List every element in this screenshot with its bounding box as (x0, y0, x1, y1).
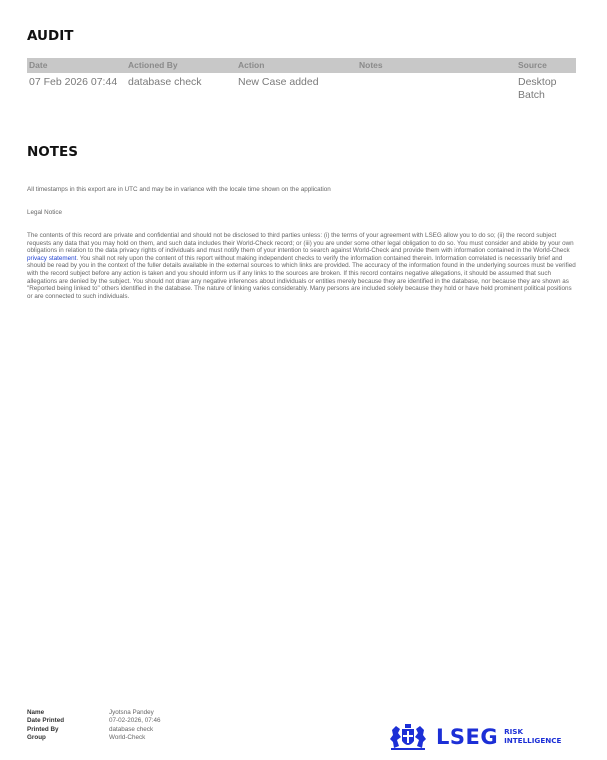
column-header-action: Action (238, 60, 265, 70)
column-header-notes: Notes (359, 60, 383, 70)
print-info-value: Jyotsna Pandey (109, 709, 154, 716)
audit-section-title: AUDIT (27, 28, 74, 44)
lseg-crest-icon (388, 724, 428, 750)
print-info-value: 07-02-2026, 07:46 (109, 717, 161, 725)
cell-action: New Case added (238, 76, 319, 88)
legal-text-part-1: The contents of this record are private and confidential and should not be disclosed to third parties unless: (i) the terms of your agreement with LSEG allow you to do so; (ii) the record subject requests any data that you may hold on them, and such data includes their World-Check record; or (iii) you are under some other legal obligation to do so. You must consider and abide by your own obligations in relation to the data privacy rights of individuals and must notify them of your intention to search against World-Check and provide them with information contained in the World-Check (27, 232, 574, 255)
logo-subline-intelligence: INTELLIGENCE (504, 736, 562, 745)
print-info-row (27, 717, 160, 725)
column-header-source: Source (518, 60, 547, 70)
cell-actioned-by: database check (128, 76, 202, 88)
audit-table-header (27, 58, 576, 73)
legal-text-part-2: . You shall not rely upon the content of this report without making independent checks to verify the information contained therein. Information correlated is necessarily brief and should be read by you in the context of the fuller details available in the external sources to which links are provided. The accuracy of the information found in the underlying sources must be verified with the record subject before any action is taken and you should inform us if any links to the sources are broken. If this record contains negative allegations, it should be assumed that such allegations are denied by the subject. You should not draw any negative inferences about individuals or entities merely because they are identified in the database, nor because they are shown as "Reported being linked to" others identified in the database. The nature of linking varies considerably. Many persons are included solely because they hold or have held prominent political positions or are connected to such individuals. (27, 254, 576, 300)
legal-notice-text (27, 232, 579, 300)
print-info-label: Date Printed (27, 717, 65, 725)
print-info-row (27, 709, 160, 717)
print-info (27, 709, 160, 742)
risk-intelligence-text (504, 728, 561, 745)
timestamp-note: All timestamps in this export are in UTC and may be in variance with the locale time shown on the application (27, 186, 331, 193)
privacy-statement-link[interactable]: privacy statement (27, 254, 77, 262)
legal-notice-heading: Legal Notice (27, 209, 63, 216)
table-row (27, 73, 576, 102)
cell-notes (357, 73, 516, 102)
print-info-value: World-Check (109, 733, 146, 741)
print-info-value: database check (109, 725, 154, 733)
print-info-label: Name (27, 709, 45, 716)
lseg-brand-text: LSEG (436, 725, 499, 749)
column-header-actioned-by: Actioned By (128, 60, 178, 70)
print-info-row (27, 726, 160, 734)
notes-section-title: NOTES (27, 144, 78, 160)
column-header-date: Date (29, 60, 48, 70)
cell-source: Desktop Batch (518, 76, 557, 101)
logo-subline-risk: RISK (504, 727, 524, 737)
audit-table (27, 58, 576, 102)
print-info-row (27, 734, 160, 742)
print-info-label: Printed By (27, 725, 59, 733)
cell-date: 07 Feb 2026 07:44 (29, 76, 118, 88)
print-info-label: Group (27, 733, 46, 741)
lseg-logo (388, 724, 561, 750)
